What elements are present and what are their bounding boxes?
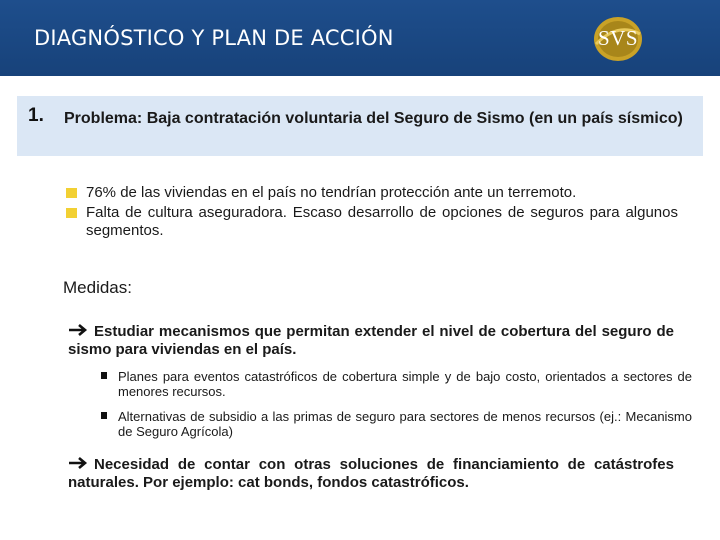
list-item (66, 204, 678, 240)
arrow-right-icon (68, 456, 90, 470)
svs-logo (588, 14, 648, 64)
square-bullet-icon (66, 188, 77, 198)
medidas-heading: Medidas: (63, 278, 132, 297)
problem-number: 1. (28, 105, 44, 126)
slide-title: DIAGNÓSTICO Y PLAN DE ACCIÓN (34, 26, 394, 50)
problem-statement: Problema: Baja contratación voluntaria del Seguro de Sismo (en un país sísmico) (64, 110, 683, 127)
logo-text: SVS (597, 26, 639, 50)
bullet-list (66, 184, 678, 242)
measure-item (68, 456, 674, 492)
sub-item-text: Planes para eventos catastróficos de cobertura simple y de bajo costo, orientados a sectores de menores recursos. (118, 369, 692, 399)
square-bullet-icon (66, 208, 77, 218)
arrow-right-icon (68, 323, 90, 337)
measure-text: Estudiar mecanismos que permitan extender el nivel de cobertura del seguro de sismo para viviendas en el país. (68, 323, 674, 358)
measure-item (68, 323, 674, 359)
header-bar (0, 0, 720, 76)
list-item (66, 184, 678, 202)
bullet-text: Falta de cultura aseguradora. Escaso desarrollo de opciones de seguros para algunos segmentos. (86, 204, 678, 239)
sub-list-item (100, 369, 692, 399)
sub-item-text: Alternativas de subsidio a las primas de seguro para sectores de menos recursos (ej.: Mecanismo de Seguro Agrícola) (118, 409, 692, 439)
square-bullet-icon (101, 372, 107, 379)
measure-text: Necesidad de contar con otras soluciones de financiamiento de catástrofes naturales. Por ejemplo: cat bonds, fondos catastróficos. (68, 456, 674, 491)
bullet-text: 76% de las viviendas en el país no tendrían protección ante un terremoto. (86, 184, 577, 201)
sub-list-item (100, 409, 692, 439)
square-bullet-icon (101, 412, 107, 419)
